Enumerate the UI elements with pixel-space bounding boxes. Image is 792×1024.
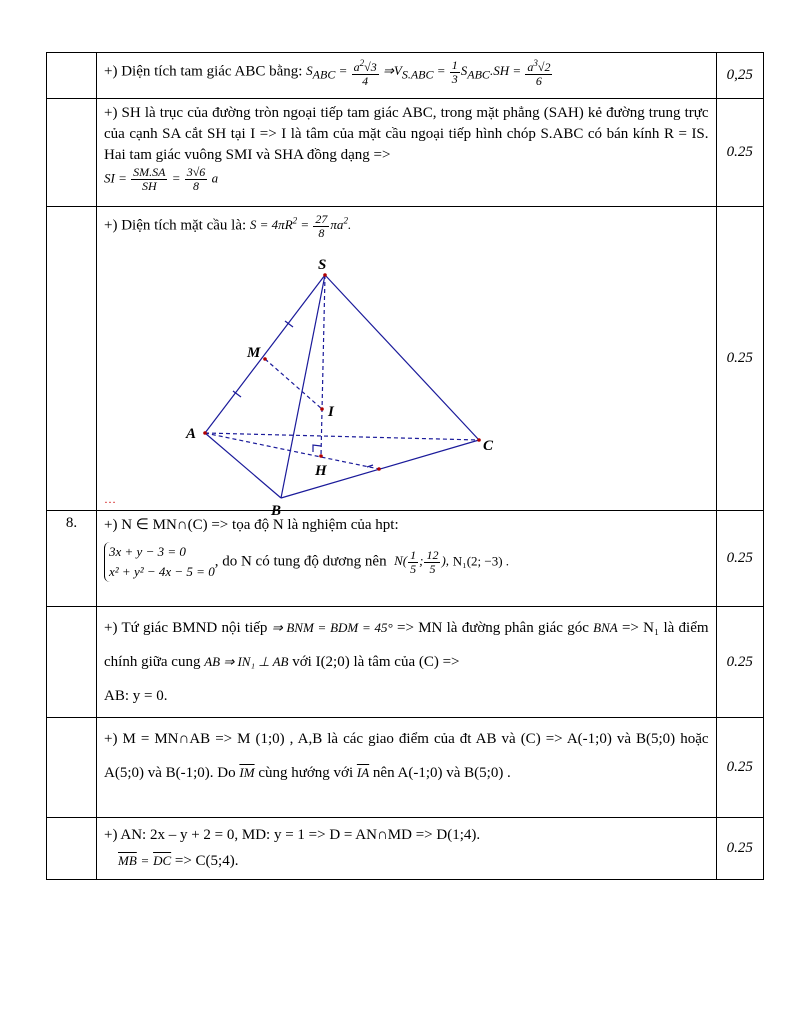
vector-DC: $\overline{DC}$ [153,853,172,868]
edge-AB [205,433,281,498]
score-cell: 0.25 [716,607,763,718]
point-C [477,438,481,442]
question-number-cell [47,718,97,818]
label-B: B [271,503,282,519]
segment-MI [265,359,322,409]
score-cell: 0.25 [716,818,763,880]
point-I [320,407,324,411]
point-N: N( $\frac{1}{5}$ ; $\frac{12}{5}$ ), [394,547,450,576]
label-C: C [483,438,494,454]
formula-sphere-area: $S = 4\pi R^2$ = $\frac{27}{8}$ $\pi a^2$. [249,211,352,240]
step-text: cùng hướng với [258,765,354,781]
label-A: A [186,426,197,442]
step-text: +) N ∈ MN∩(C) => tọa độ N là nghiệm của hpt: [104,517,399,533]
solution-table [46,52,764,880]
step-text: => C(5;4). [174,853,239,869]
score-cell: 0.25 [716,99,763,207]
system-line [104,542,709,582]
ellipsis-marker: … [104,492,116,506]
solution-step-cell [97,207,717,519]
label-M: M [247,345,261,361]
table-row [47,99,764,207]
solution-step-cell [97,818,717,880]
step-text: +) Tứ giác BMND nội tiếp [104,620,268,636]
equation-1: 3x + y − 3 = 0 [109,544,186,559]
step-text: => N₁ là điểm chính giữa cung [104,620,709,670]
vector-MB: $\overline{MB}$ [118,853,137,868]
segment-A-midBC [205,433,379,469]
question-number-cell [47,207,97,511]
step-text: +) Diện tích mặt cầu là: [104,217,247,234]
formula-radius: SI = $\frac{SM.SA}{SH}$ = $\frac{3√6}{8}$ a [104,165,219,193]
formula-perpendicular: AB ⇒ IN₁ ⊥ AB [204,654,289,669]
point-S [323,273,327,277]
label-I: I [328,404,334,420]
question-number-cell [47,99,97,207]
formula-angles: ⇒ BNM = BDM = 45° [271,620,393,635]
point-N1: N₁(2; −3) . [452,553,510,569]
solution-step-cell [97,511,717,607]
score-cell: 0.25 [716,511,763,607]
question-number-cell [47,818,97,880]
solution-step-cell [97,53,717,99]
point-A [203,431,207,435]
step-text: +) Diện tích tam giác ABC bằng: [104,63,303,80]
table-row [47,718,764,818]
table-row [47,53,764,99]
step-text: +) AN: 2x – y + 2 = 0, MD: y = 1 => D = AN∩MD => D(1;4). [104,827,481,843]
question-number-cell [47,607,97,718]
edge-SA [205,275,325,433]
table-row [47,511,764,607]
equation-system [104,542,215,582]
step-text: +) SH là trục của đường tròn ngoại tiếp tam giác ABC, trong mặt phẳng (SAH) kẻ đường trung trực của cạnh SA cắt SH tại I => I là tâm của mặt cầu ngoại tiếp hình chóp S.ABC có bán kính R = IS. Hai tam giác vuông SMI và SHA đồng dạng => [104,105,709,163]
formula-angle-BNA: BNA [593,620,618,635]
score-cell: 0.25 [716,718,763,818]
question-number-cell [47,53,97,99]
solution-step-cell [97,607,717,718]
step-text: với I(2;0) là tâm của (C) => [292,654,460,670]
label-H: H [315,463,327,479]
equation-2: x² + y² − 4x − 5 = 0 [109,564,215,579]
question-number-cell: 8. [47,511,97,607]
vector-line: $\overline{MB} = \overline{DC}$ => C(5;4). [118,853,239,869]
point-midpoint [377,467,381,471]
table-row [47,818,764,880]
step-text: nên A(-1;0) và B(5;0) . [372,765,511,781]
solution-step-cell [97,718,717,818]
score-cell: 0.25 [716,207,763,511]
vector-IM: $\overline{IM}$ [239,765,255,780]
score-cell: 0,25 [716,53,763,99]
table-row [47,207,764,511]
segment-SH [321,275,325,456]
pyramid-figure [177,245,537,519]
step-text: , do N có tung độ dương nên [214,553,387,570]
point-M [263,357,267,361]
step-text: => MN là đường phân giác góc [397,620,589,636]
formula-area-volume: $S_{ABC}$ = $\frac{a^2√3}{4}$ $\Rightarrow V_{S.ABC}$ = $\frac{1}{3}$ $S_{ABC}.SH$ = $\frac{a^3√2}{6}$ [306,58,551,88]
edge-AC [205,433,479,440]
step-text: +) M = MN∩AB => M (1;0) , A,B là các giao điểm của đt AB và (C) => A(-1;0) và B(5;0) hoặc A(5;0) và B(-1;0). Do [104,731,709,781]
table-row [47,607,764,718]
right-angle-mark [313,445,321,452]
edge-SC [325,275,479,440]
solution-step-cell [97,99,717,207]
step-text: AB: y = 0. [104,688,168,704]
label-S: S [318,257,327,273]
point-H [319,454,323,458]
vector-IA: $\overline{IA}$ [356,765,370,780]
